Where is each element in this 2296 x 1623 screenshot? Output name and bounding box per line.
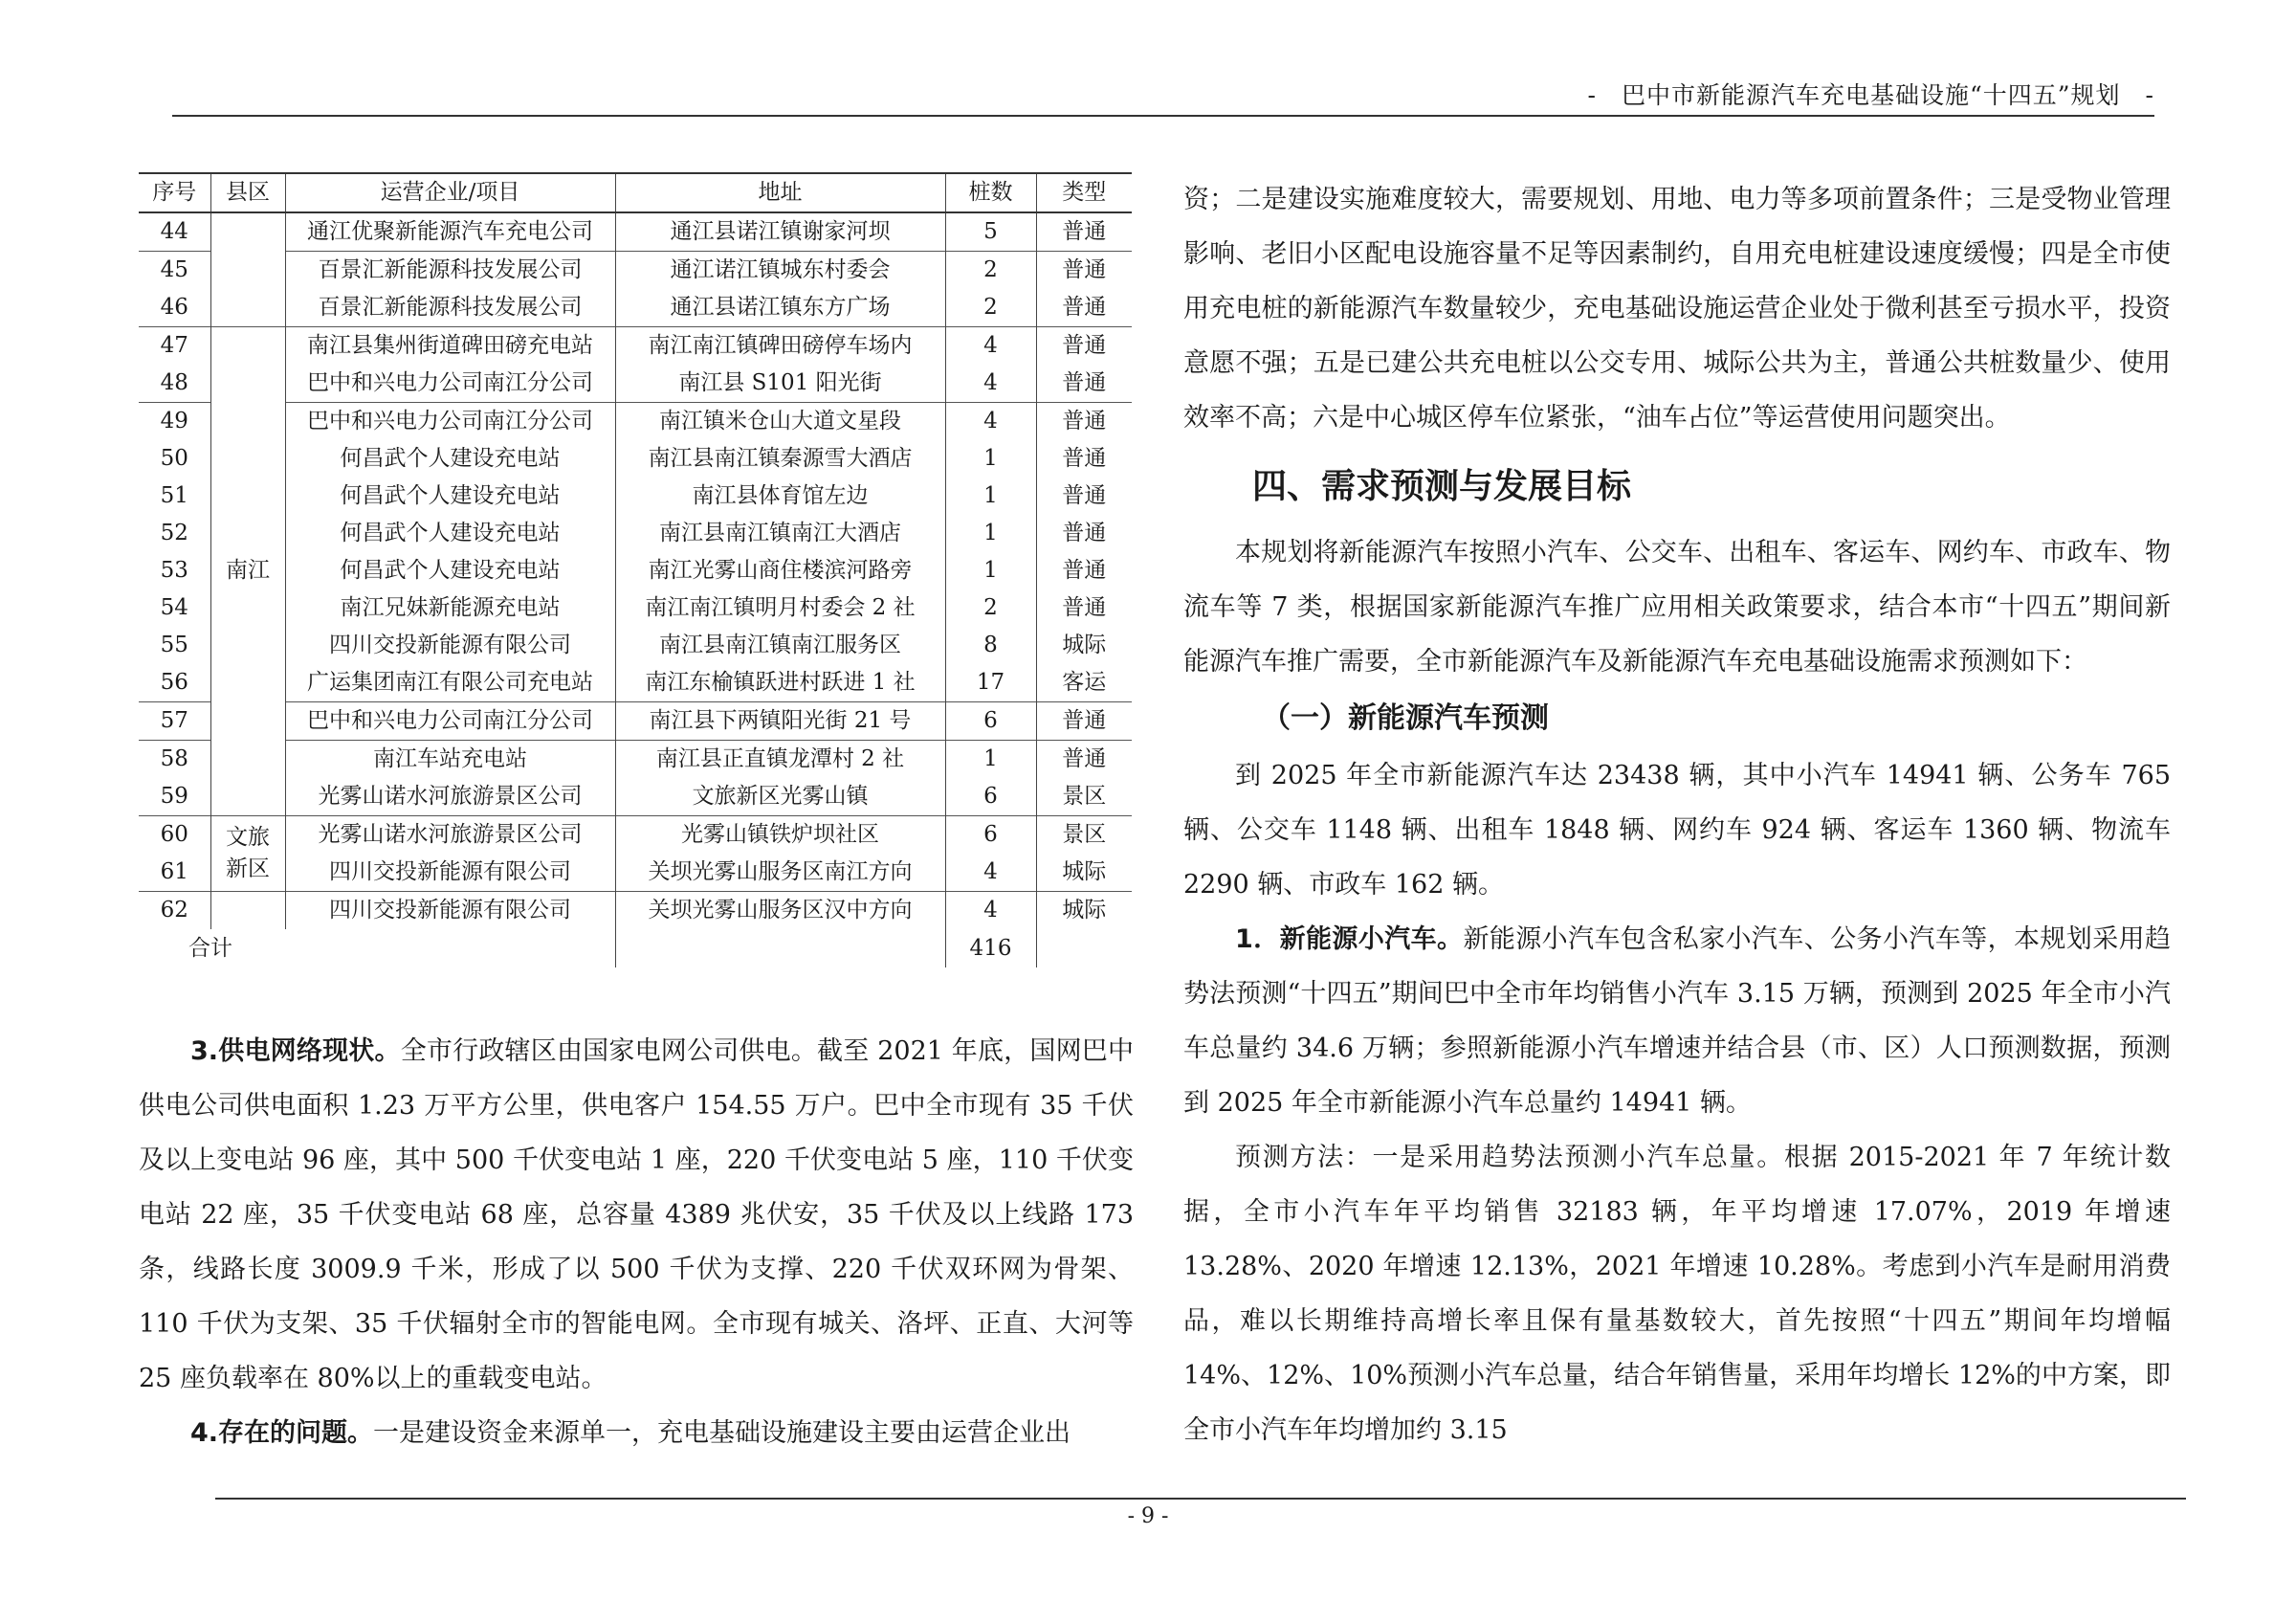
cell-type: 普通 [1036,741,1132,779]
paragraph-intro: 本规划将新能源汽车按照小汽车、公交车、出租车、客运车、网约车、市政车、物流车等 7 类，根据国家新能源汽车推广应用相关政策要求，结合本市“十四五”期间新能源汽车推广需要，全市新能源汽车及新能源汽车充电基础设施需求预测如下： [1183,538,2171,677]
table-row [139,365,1132,403]
column-header: 类型 [1036,173,1132,212]
table-row [139,552,1132,589]
page-number: - 9 - [1127,1504,1169,1528]
table-row [139,440,1132,478]
cell-type: 普通 [1036,252,1132,290]
paragraph-problems [139,1406,1134,1460]
cell-type: 普通 [1062,483,1107,508]
cell-operator: 百景汇新能源科技发展公司 [285,252,615,290]
column-header: 运营企业/项目 [285,173,615,212]
cell-type: 普通 [1036,403,1132,441]
cell-no: 51 [139,478,210,515]
paragraph-lead: 3.供电网络现状。 [190,1036,401,1066]
cell-county [210,289,285,327]
paragraph-method: 预测方法：一是采用趋势法预测小汽车总量。根据 2015-2021 年 7 年统计数据，全市小汽车年平均销售 32183 辆，年平均增速 17.07%，2019 年增速 13.28%、2020 年增速 12.13%，2021 年增速 10.28%。考虑到小汽车是耐用消费品，难以长期维持高增长率且保有量基数较大，首先按照“十四五”期间年均增幅 14%、12%、10%预测小汽车总量，结合年销售量，采用年均增长 12%的中方案，即全市小汽车年均增加约 3.15 [1183,1143,2171,1445]
table-row [139,478,1132,515]
cell-address: 南江南江镇明月村委会 2 社 [615,589,945,627]
paragraph-small-cars [1183,912,2171,1130]
cell-type: 普通 [1062,295,1107,320]
cell-operator: 百景汇新能源科技发展公司 [285,289,615,327]
cell-address [615,929,945,967]
cell-no: 48 [139,365,210,403]
cell-operator: 南江车站充电站 [285,741,615,779]
cell-type [1036,929,1132,967]
cell-count: 1 [945,478,1036,515]
column-header: 序号 [139,173,210,212]
cell-county-nanjiang: 南江 [210,327,285,816]
cell-type: 普通 [1062,446,1107,471]
table-total-row [139,929,1132,967]
cell-operator: 何昌武个人建设充电站 [285,440,615,478]
cell-operator: 何昌武个人建设充电站 [285,478,615,515]
table-row [139,627,1132,664]
cell-operator: 巴中和兴电力公司南江分公司 [285,403,615,441]
table-row [139,589,1132,627]
cell-no: 59 [139,778,210,816]
cell-address: 通江诺江镇城东村委会 [615,252,945,290]
cell-operator: 通江优聚新能源汽车充电公司 [285,212,615,252]
cell-operator: 巴中和兴电力公司南江分公司 [285,365,615,403]
cell-type: 普通 [1062,558,1107,583]
cell-count: 8 [945,627,1036,664]
cell-count: 1 [945,552,1036,589]
cell-no: 44 [139,212,210,252]
section-title: 四、需求预测与发展目标 [1252,467,1632,506]
cell-address: 南江镇米仓山大道文星段 [615,403,945,441]
cell-count: 1 [945,515,1036,552]
paragraph-text: 一是建设资金来源单一，充电基础设施建设主要由运营企业出 [373,1418,1071,1448]
cell-no: 57 [139,702,210,741]
cell-count: 5 [945,212,1036,252]
cell-count: 4 [945,327,1036,366]
table-row [139,252,1132,290]
table-row [139,816,1132,855]
cell-no: 54 [139,589,210,627]
cell-type: 普通 [1062,370,1107,395]
table-row [139,702,1132,741]
cell-count: 4 [945,854,1036,892]
cell-operator: 广运集团南江有限公司充电站 [285,664,615,702]
cell-no: 60 [139,816,210,855]
cell-no: 46 [139,289,210,327]
cell-operator: 何昌武个人建设充电站 [285,515,615,552]
cell-type: 城际 [1062,859,1107,884]
cell-type: 景区 [1036,816,1132,855]
table-row [139,403,1132,441]
footer-rule [215,1498,2186,1500]
cell-address: 关坝光雾山服务区汉中方向 [615,892,945,930]
cell-operator: 巴中和兴电力公司南江分公司 [285,702,615,741]
cell-operator: 南江县集州街道碑田磅充电站 [285,327,615,366]
paragraph-power-grid [139,1024,1134,1406]
left-text-column [139,1024,1134,1460]
cell-no: 52 [139,515,210,552]
cell-address: 南江光雾山商住楼滨河路旁 [615,552,945,589]
total-value: 416 [945,929,1036,967]
cell-address: 南江县南江镇南江服务区 [615,627,945,664]
paragraph-forecast-total: 到 2025 年全市新能源汽车达 23438 辆，其中小汽车 14941 辆、公务车 765 辆、公交车 1148 辆、出租车 1848 辆、网约车 924 辆、客运车 1360 辆、物流车 2290 辆、市政车 162 辆。 [1183,761,2171,900]
table-row [139,289,1132,327]
running-header: - 巴中市新能源汽车充电基础设施“十四五”规划 - [1587,81,2154,109]
cell-count: 1 [945,741,1036,779]
table-row [139,327,1132,366]
column-header: 县区 [210,173,285,212]
cell-no: 47 [139,327,210,366]
cell-county-wenlv: 文旅新区 [210,816,285,892]
column-header: 地址 [615,173,945,212]
cell-count: 4 [945,365,1036,403]
charging-station-table [139,172,1132,967]
cell-type: 普通 [1036,327,1132,366]
cell-address: 南江县 S101 阳光街 [615,365,945,403]
cell-no: 58 [139,741,210,779]
table-row [139,778,1132,816]
cell-count: 1 [945,440,1036,478]
cell-address: 通江县诺江镇谢家河坝 [615,212,945,252]
paragraph-lead: 1．新能源小汽车。 [1235,924,1464,954]
cell-count: 6 [945,816,1036,855]
cell-count: 6 [945,778,1036,816]
cell-address: 南江东榆镇跃进村跃进 1 社 [615,664,945,702]
right-text-column [1183,172,2171,1457]
cell-type: 城际 [1036,892,1132,930]
cell-count: 17 [945,664,1036,702]
paragraph-problems-continued: 资；二是建设实施难度较大，需要规划、用地、电力等多项前置条件；三是受物业管理影响、老旧小区配电设施容量不足等因素制约，自用充电桩建设速度缓慢；四是全市使用充电桩的新能源汽车数量较少，充电基础设施运营企业处于微利甚至亏损水平，投资意愿不强；五是已建公共充电桩以公交专用、城际公共为主，普通公共桩数量少、使用效率不高；六是中心城区停车位紧张，“油车占位”等运营使用问题突出。 [1183,185,2171,433]
cell-operator: 光雾山诺水河旅游景区公司 [285,778,615,816]
cell-address: 光雾山镇铁炉坝社区 [615,816,945,855]
cell-county [210,892,285,930]
cell-type: 普通 [1062,219,1107,244]
cell-type: 客运 [1062,670,1107,695]
table-row [139,515,1132,552]
cell-type: 普通 [1062,595,1107,620]
cell-address: 南江县正直镇龙潭村 2 社 [615,741,945,779]
cell-address: 文旅新区光雾山镇 [615,778,945,816]
cell-no: 55 [139,627,210,664]
table-row [139,892,1132,930]
paragraph-lead: 4.存在的问题。 [190,1418,374,1448]
cell-no: 50 [139,440,210,478]
column-header: 桩数 [945,173,1036,212]
cell-address: 南江县体育馆左边 [615,478,945,515]
cell-count: 2 [945,289,1036,327]
cell-county [210,212,285,252]
cell-operator: 光雾山诺水河旅游景区公司 [285,816,615,855]
cell-no: 45 [139,252,210,290]
cell-type: 景区 [1062,784,1107,809]
cell-operator: 四川交投新能源有限公司 [285,854,615,892]
table-row [139,741,1132,779]
cell-count: 2 [945,589,1036,627]
table-header-row [139,173,1132,212]
cell-address: 通江县诺江镇东方广场 [615,289,945,327]
cell-count: 6 [945,702,1036,741]
cell-address: 南江县下两镇阳光街 21 号 [615,702,945,741]
cell-count: 2 [945,252,1036,290]
cell-address: 南江县南江镇秦源雪大酒店 [615,440,945,478]
total-label: 合计 [139,929,615,967]
table-row [139,664,1132,702]
cell-type: 普通 [1062,521,1107,545]
cell-count: 4 [945,403,1036,441]
cell-address: 关坝光雾山服务区南江方向 [615,854,945,892]
cell-operator: 何昌武个人建设充电站 [285,552,615,589]
cell-count: 4 [945,892,1036,930]
cell-address: 南江县南江镇南江大酒店 [615,515,945,552]
cell-no: 56 [139,664,210,702]
cell-no: 62 [139,892,210,930]
table-row [139,854,1132,892]
cell-type: 普通 [1036,702,1132,741]
cell-no: 61 [139,854,210,892]
paragraph-text: 新能源小汽车包含私家小汽车、公务小汽车等，本规划采用趋势法预测“十四五”期间巴中全市年均销售小汽车 3.15 万辆，预测到 2025 年全市小汽车总量约 34.6 万辆；参照新能源小汽车增速并结合县（市、区）人口预测数据，预测到 2025 年全市新能源小汽车总量约 14941 辆。 [1183,924,2172,1118]
cell-operator: 南江兄妹新能源充电站 [285,589,615,627]
cell-address: 南江南江镇碑田磅停车场内 [615,327,945,366]
header-rule [172,115,2154,117]
cell-operator: 四川交投新能源有限公司 [285,627,615,664]
cell-operator: 四川交投新能源有限公司 [285,892,615,930]
cell-type: 城际 [1062,633,1107,657]
table-row [139,212,1132,252]
cell-no: 49 [139,403,210,441]
subsection-title: （一）新能源汽车预测 [1262,701,1549,735]
paragraph-text: 全市行政辖区由国家电网公司供电。截至 2021 年底，国网巴中供电公司供电面积 1.23 万平方公里，供电客户 154.55 万户。巴中全市现有 35 千伏及以上变电站 96 座，其中 500 千伏变电站 1 座，220 千伏变电站 5 座，110 千伏变电站 22 座，35 千伏变电站 68 座，总容量 4389 兆伏安，35 千伏及以上线路 173 条，线路长度 3009.9 千米，形成了以 500 千伏为支撑、220 千伏双环网为骨架、110 千伏为支架、35 千伏辐射全市的智能电网。全市现有城关、洛坪、正直、大河等 25 座负载率在 80%以上的重载变电站。 [139,1036,1134,1393]
cell-no: 53 [139,552,210,589]
cell-county [210,252,285,290]
